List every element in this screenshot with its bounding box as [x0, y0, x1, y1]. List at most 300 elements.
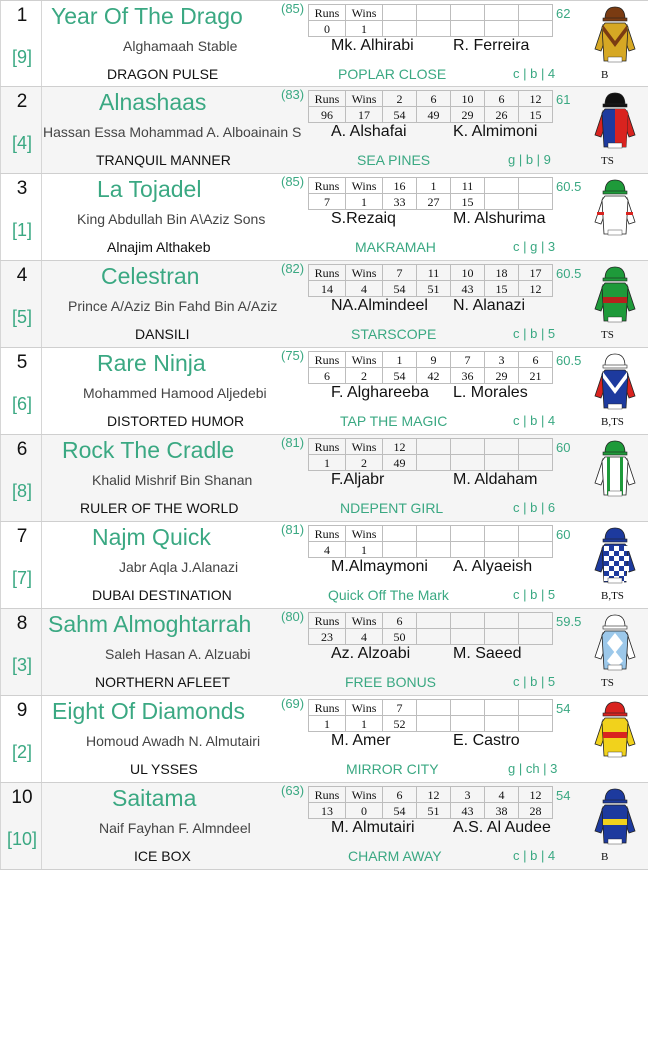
form-value-cell: 52	[383, 716, 417, 732]
form-value-cell	[383, 542, 417, 558]
form-values-row	[309, 803, 553, 819]
form-table	[308, 525, 553, 558]
number-column	[0, 261, 42, 347]
sire-name: NORTHERN AFLEET	[95, 674, 231, 690]
jockey-silks-icon	[593, 265, 637, 325]
trainer-name[interactable]: N. Alanazi	[453, 297, 526, 314]
form-header-cell: Runs	[309, 700, 346, 716]
horse-name[interactable]: Najm Quick	[92, 524, 211, 550]
dam-name: NDEPENT GIRL	[340, 500, 444, 516]
owner-name: Jabr Aqla J.Alanazi	[119, 559, 239, 575]
form-header-row	[309, 265, 553, 281]
form-value-cell: 15	[519, 107, 553, 123]
dam-name: MAKRAMAH	[355, 239, 436, 255]
runner-row-3[interactable]	[0, 174, 648, 261]
jockey-name[interactable]: Az. Alzoabi	[331, 645, 411, 662]
form-header-cell	[417, 526, 451, 542]
runner-row-5[interactable]	[0, 348, 648, 435]
owner-name: Saleh Hasan A. Alzuabi	[105, 646, 251, 662]
form-value-cell: 38	[485, 803, 519, 819]
equipment-code: TS	[601, 677, 614, 689]
form-value-cell	[451, 455, 485, 471]
number-column	[0, 783, 42, 869]
horse-name[interactable]: Sahm Almoghtarrah	[48, 611, 252, 637]
form-values-row	[309, 368, 553, 384]
horse-rating: (63)	[281, 783, 305, 798]
form-header-cell: Wins	[346, 787, 383, 803]
draw-position: [9]	[11, 47, 32, 67]
equipment-code: B	[601, 851, 609, 863]
owner-name: Naif Fayhan F. Almndeel	[99, 820, 251, 836]
form-header-cell: Wins	[346, 91, 383, 107]
trainer-name[interactable]: R. Ferreira	[453, 37, 530, 54]
runner-row-7[interactable]	[0, 522, 648, 609]
form-values-row	[309, 107, 553, 123]
jockey-silks-icon	[593, 91, 637, 151]
jockey-silks-icon	[593, 700, 637, 760]
form-header-cell	[519, 613, 553, 629]
form-values-row	[309, 455, 553, 471]
form-header-cell: Runs	[309, 526, 346, 542]
form-header-cell: 6	[383, 613, 417, 629]
form-value-cell: 28	[519, 803, 553, 819]
form-header-cell: 6	[485, 91, 519, 107]
form-value-cell	[417, 21, 451, 37]
weight: 59.5	[556, 614, 582, 629]
sire-name: DRAGON PULSE	[107, 66, 219, 82]
trainer-name[interactable]: M. Aldaham	[453, 471, 538, 488]
form-header-cell: Runs	[309, 613, 346, 629]
number-column	[0, 522, 42, 608]
form-header-cell	[451, 526, 485, 542]
runner-row-6[interactable]	[0, 435, 648, 522]
form-value-cell	[485, 194, 519, 210]
horse-name[interactable]: Rock The Cradle	[62, 437, 235, 463]
jockey-name[interactable]: M. Almutairi	[331, 819, 415, 836]
form-value-cell: 96	[309, 107, 346, 123]
runner-row-1[interactable]	[0, 0, 648, 87]
form-header-cell: 16	[383, 178, 417, 194]
horse-rating: (85)	[281, 1, 305, 16]
form-header-cell: Wins	[346, 352, 383, 368]
runner-row-4[interactable]	[0, 261, 648, 348]
form-value-cell	[519, 21, 553, 37]
weight: 60.5	[556, 179, 582, 194]
horse-rating: (85)	[281, 174, 305, 189]
weight: 60.5	[556, 266, 582, 281]
runner-number: 3	[16, 178, 28, 199]
form-header-cell	[417, 5, 451, 21]
form-value-cell: 4	[346, 629, 383, 645]
form-header-row	[309, 526, 553, 542]
form-header-cell: 11	[451, 178, 485, 194]
dam-name: MIRROR CITY	[346, 761, 439, 777]
horse-rating: (80)	[281, 609, 305, 624]
trainer-name[interactable]: A.S. Al Audee	[453, 819, 551, 836]
jockey-silks-icon	[593, 526, 637, 586]
form-value-cell: 29	[485, 368, 519, 384]
sex-colour-age: c | g | 3	[513, 239, 556, 254]
dam-name: CHARM AWAY	[348, 848, 442, 864]
form-header-cell: Wins	[346, 265, 383, 281]
sex-colour-age: g | b | 9	[508, 152, 551, 167]
form-header-cell: Runs	[309, 178, 346, 194]
jockey-silks-icon	[593, 439, 637, 499]
draw-position: [7]	[11, 568, 32, 588]
form-value-cell: 33	[383, 194, 417, 210]
owner-name: King Abdullah Bin A\Aziz Sons	[77, 211, 266, 227]
dam-name: FREE BONUS	[345, 674, 437, 690]
jockey-silks-icon	[593, 352, 637, 412]
horse-rating: (75)	[281, 348, 305, 363]
form-value-cell	[451, 716, 485, 732]
form-value-cell	[417, 716, 451, 732]
sex-colour-age: c | b | 4	[513, 66, 556, 81]
jockey-silks-icon	[593, 787, 637, 847]
form-value-cell: 1	[346, 194, 383, 210]
form-value-cell	[519, 716, 553, 732]
runner-row-9[interactable]	[0, 696, 648, 783]
trainer-name[interactable]: M. Alshurima	[453, 210, 546, 227]
form-header-cell: 10	[451, 265, 485, 281]
runner-row-10[interactable]	[0, 783, 648, 870]
draw-position: [10]	[6, 829, 38, 849]
form-value-cell: 54	[383, 368, 417, 384]
form-value-cell	[417, 455, 451, 471]
form-value-cell: 0	[346, 803, 383, 819]
form-header-cell: Runs	[309, 91, 346, 107]
form-header-cell: 12	[383, 439, 417, 455]
sex-colour-age: g | ch | 3	[508, 761, 558, 776]
number-column	[0, 348, 42, 434]
form-header-cell	[451, 5, 485, 21]
form-value-cell: 23	[309, 629, 346, 645]
form-table	[308, 786, 553, 819]
form-value-cell: 13	[309, 803, 346, 819]
form-table	[308, 4, 553, 37]
form-header-cell	[417, 613, 451, 629]
form-value-cell: 42	[417, 368, 451, 384]
form-header-cell: 6	[417, 91, 451, 107]
form-value-cell: 54	[383, 281, 417, 297]
form-header-cell: 3	[451, 787, 485, 803]
draw-position: [3]	[11, 655, 32, 675]
form-header-cell	[485, 439, 519, 455]
form-values-row	[309, 716, 553, 732]
form-value-cell	[519, 455, 553, 471]
jockey-silks-icon	[593, 5, 637, 65]
jockey-silks-icon	[593, 613, 637, 673]
form-header-cell: Wins	[346, 526, 383, 542]
form-header-cell: Wins	[346, 5, 383, 21]
owner-name: Alghamaah Stable	[123, 38, 238, 54]
form-header-cell	[485, 613, 519, 629]
form-header-cell	[451, 613, 485, 629]
jockey-name[interactable]: A. Alshafai	[331, 123, 407, 140]
sire-name: DISTORTED HUMOR	[107, 413, 245, 429]
form-value-cell	[485, 455, 519, 471]
jockey-silks-icon	[593, 178, 637, 238]
sire-name: DUBAI DESTINATION	[92, 587, 232, 603]
dam-name: TAP THE MAGIC	[340, 413, 448, 429]
form-header-cell: Runs	[309, 5, 346, 21]
form-header-cell	[519, 178, 553, 194]
owner-name: Mohammed Hamood Aljedebi	[83, 385, 267, 401]
jockey-name[interactable]: S.Rezaiq	[331, 210, 396, 227]
form-value-cell: 17	[346, 107, 383, 123]
number-column	[0, 609, 42, 695]
form-header-cell: 12	[417, 787, 451, 803]
form-header-cell	[383, 526, 417, 542]
form-header-row	[309, 613, 553, 629]
form-header-cell: 1	[417, 178, 451, 194]
form-header-cell: 6	[383, 787, 417, 803]
form-value-cell	[417, 629, 451, 645]
runner-number: 10	[11, 787, 33, 808]
equipment-code: B,TS	[601, 416, 624, 428]
form-value-cell: 54	[383, 107, 417, 123]
jockey-name[interactable]: F. Alghareeba	[331, 384, 429, 401]
form-header-row	[309, 5, 553, 21]
form-value-cell	[417, 542, 451, 558]
horse-name[interactable]: Rare Ninja	[97, 350, 206, 376]
equipment-code: B	[601, 69, 609, 81]
horse-name[interactable]: Year Of The Drago	[51, 3, 243, 29]
form-value-cell: 15	[485, 281, 519, 297]
form-header-row	[309, 787, 553, 803]
form-values-row	[309, 629, 553, 645]
jockey-name[interactable]: F.Aljabr	[331, 471, 385, 488]
form-value-cell	[451, 21, 485, 37]
form-values-row	[309, 542, 553, 558]
sire-name: RULER OF THE WORLD	[80, 500, 239, 516]
form-value-cell	[519, 629, 553, 645]
number-column	[0, 696, 42, 782]
weight: 61	[556, 92, 571, 107]
weight: 54	[556, 788, 571, 803]
form-header-cell: Runs	[309, 352, 346, 368]
runner-row-8[interactable]	[0, 609, 648, 696]
draw-position: [4]	[11, 133, 32, 153]
form-header-cell: Runs	[309, 787, 346, 803]
horse-name[interactable]: La Tojadel	[97, 176, 202, 202]
number-column	[0, 87, 42, 173]
dam-name: SEA PINES	[357, 152, 431, 168]
form-value-cell: 21	[519, 368, 553, 384]
owner-name: Prince A/Aziz Bin Fahd Bin A/Aziz	[68, 298, 278, 314]
form-value-cell: 27	[417, 194, 451, 210]
form-value-cell	[519, 194, 553, 210]
form-header-cell	[451, 700, 485, 716]
form-header-cell: 18	[485, 265, 519, 281]
form-value-cell: 1	[309, 455, 346, 471]
form-value-cell	[485, 21, 519, 37]
form-value-cell: 12	[519, 281, 553, 297]
weight: 62	[556, 6, 571, 21]
form-value-cell: 50	[383, 629, 417, 645]
jockey-name[interactable]: NA.Almindeel	[331, 297, 428, 314]
weight: 54	[556, 701, 571, 716]
form-header-cell: 7	[383, 700, 417, 716]
jockey-name[interactable]: M.Almaymoni	[331, 558, 428, 575]
form-header-cell: 3	[485, 352, 519, 368]
form-header-cell: 9	[417, 352, 451, 368]
form-values-row	[309, 194, 553, 210]
horse-name[interactable]: Saitama	[112, 785, 197, 811]
form-header-cell: Wins	[346, 178, 383, 194]
form-values-row	[309, 21, 553, 37]
draw-position: [1]	[11, 220, 32, 240]
horse-rating: (83)	[281, 87, 305, 102]
trainer-name[interactable]: L. Morales	[453, 384, 528, 401]
weight: 60	[556, 440, 571, 455]
form-value-cell: 14	[309, 281, 346, 297]
form-value-cell	[485, 716, 519, 732]
number-column	[0, 435, 42, 521]
trainer-name[interactable]: K. Almimoni	[453, 123, 538, 140]
form-header-row	[309, 700, 553, 716]
form-header-cell	[417, 439, 451, 455]
form-header-cell: 6	[519, 352, 553, 368]
form-value-cell: 2	[346, 455, 383, 471]
dam-name: POPLAR CLOSE	[338, 66, 447, 82]
sex-colour-age: c | b | 5	[513, 587, 556, 602]
form-header-row	[309, 439, 553, 455]
form-table	[308, 264, 553, 297]
dam-name: STARSCOPE	[351, 326, 437, 342]
form-value-cell: 26	[485, 107, 519, 123]
form-value-cell: 54	[383, 803, 417, 819]
runner-number: 5	[16, 352, 28, 373]
form-table	[308, 90, 553, 123]
form-header-cell: 1	[383, 352, 417, 368]
form-header-cell	[519, 700, 553, 716]
form-header-cell	[383, 5, 417, 21]
jockey-name[interactable]: Mk. Alhirabi	[331, 37, 414, 54]
trainer-name[interactable]: E. Castro	[453, 732, 520, 749]
runner-number: 6	[16, 439, 28, 460]
form-value-cell: 51	[417, 803, 451, 819]
trainer-name[interactable]: M. Saeed	[453, 645, 522, 662]
form-table	[308, 177, 553, 210]
form-value-cell	[451, 542, 485, 558]
form-value-cell: 49	[417, 107, 451, 123]
draw-position: [8]	[11, 481, 32, 501]
form-header-row	[309, 352, 553, 368]
sire-name: DANSILI	[135, 326, 190, 342]
number-column	[0, 174, 42, 260]
weight: 60.5	[556, 353, 582, 368]
form-value-cell: 4	[309, 542, 346, 558]
form-header-cell: 11	[417, 265, 451, 281]
horse-name[interactable]: Eight Of Diamonds	[52, 698, 246, 724]
form-value-cell: 0	[309, 21, 346, 37]
form-header-cell: Runs	[309, 439, 346, 455]
horse-rating: (81)	[281, 435, 305, 450]
form-header-cell: Runs	[309, 265, 346, 281]
form-header-cell	[485, 700, 519, 716]
form-value-cell: 1	[346, 542, 383, 558]
sex-colour-age: c | b | 5	[513, 674, 556, 689]
form-value-cell: 1	[346, 21, 383, 37]
runner-row-2[interactable]	[0, 87, 648, 174]
jockey-name[interactable]: M. Amer	[331, 732, 391, 749]
equipment-code: TS	[601, 329, 614, 341]
form-header-cell: 7	[383, 265, 417, 281]
sex-colour-age: c | b | 4	[513, 848, 556, 863]
sex-colour-age: c | b | 6	[513, 500, 556, 515]
draw-position: [6]	[11, 394, 32, 414]
runner-number: 8	[16, 613, 28, 634]
trainer-name[interactable]: A. Alyaeish	[453, 558, 533, 575]
sex-colour-age: c | b | 5	[513, 326, 556, 341]
weight: 60	[556, 527, 571, 542]
draw-position: [2]	[11, 742, 32, 762]
runner-number: 7	[16, 526, 28, 547]
form-header-cell: Wins	[346, 613, 383, 629]
form-table	[308, 438, 553, 471]
form-value-cell: 1	[346, 716, 383, 732]
horse-rating: (81)	[281, 522, 305, 537]
sire-name: Alnajim Althakeb	[107, 239, 211, 255]
form-value-cell: 43	[451, 803, 485, 819]
equipment-code: B,TS	[601, 590, 624, 602]
form-header-cell	[485, 526, 519, 542]
runner-number: 1	[16, 5, 28, 26]
form-table	[308, 612, 553, 645]
form-table	[308, 351, 553, 384]
form-header-cell: Wins	[346, 700, 383, 716]
form-value-cell: 36	[451, 368, 485, 384]
form-value-cell: 4	[346, 281, 383, 297]
sire-name: UL YSSES	[130, 761, 198, 777]
form-header-cell	[519, 5, 553, 21]
form-header-cell: 12	[519, 787, 553, 803]
form-header-cell	[485, 178, 519, 194]
form-header-row	[309, 178, 553, 194]
form-header-cell: 2	[383, 91, 417, 107]
horse-name[interactable]: Alnashaas	[99, 89, 207, 115]
horse-name[interactable]: Celestran	[101, 263, 200, 289]
form-value-cell	[485, 629, 519, 645]
form-header-cell	[519, 439, 553, 455]
form-value-cell	[485, 542, 519, 558]
sire-name: TRANQUIL MANNER	[96, 152, 231, 168]
form-value-cell: 7	[309, 194, 346, 210]
owner-name: Hassan Essa Mohammad A. Alboainain S	[43, 124, 302, 140]
dam-name: Quick Off The Mark	[328, 587, 449, 603]
runner-number: 2	[16, 91, 28, 112]
form-value-cell: 6	[309, 368, 346, 384]
form-header-cell	[519, 526, 553, 542]
form-values-row	[309, 281, 553, 297]
form-value-cell: 2	[346, 368, 383, 384]
form-value-cell: 29	[451, 107, 485, 123]
form-header-cell: 7	[451, 352, 485, 368]
owner-name: Homoud Awadh N. Almutairi	[86, 733, 261, 749]
number-column	[0, 1, 42, 86]
form-header-cell: 10	[451, 91, 485, 107]
horse-rating: (82)	[281, 261, 305, 276]
form-header-cell: 17	[519, 265, 553, 281]
form-header-cell: 4	[485, 787, 519, 803]
sex-colour-age: c | b | 4	[513, 413, 556, 428]
sire-name: ICE BOX	[134, 848, 191, 864]
owner-name: Khalid Mishrif Bin Shanan	[92, 472, 253, 488]
form-value-cell	[451, 629, 485, 645]
form-value-cell: 15	[451, 194, 485, 210]
horse-rating: (69)	[281, 696, 305, 711]
